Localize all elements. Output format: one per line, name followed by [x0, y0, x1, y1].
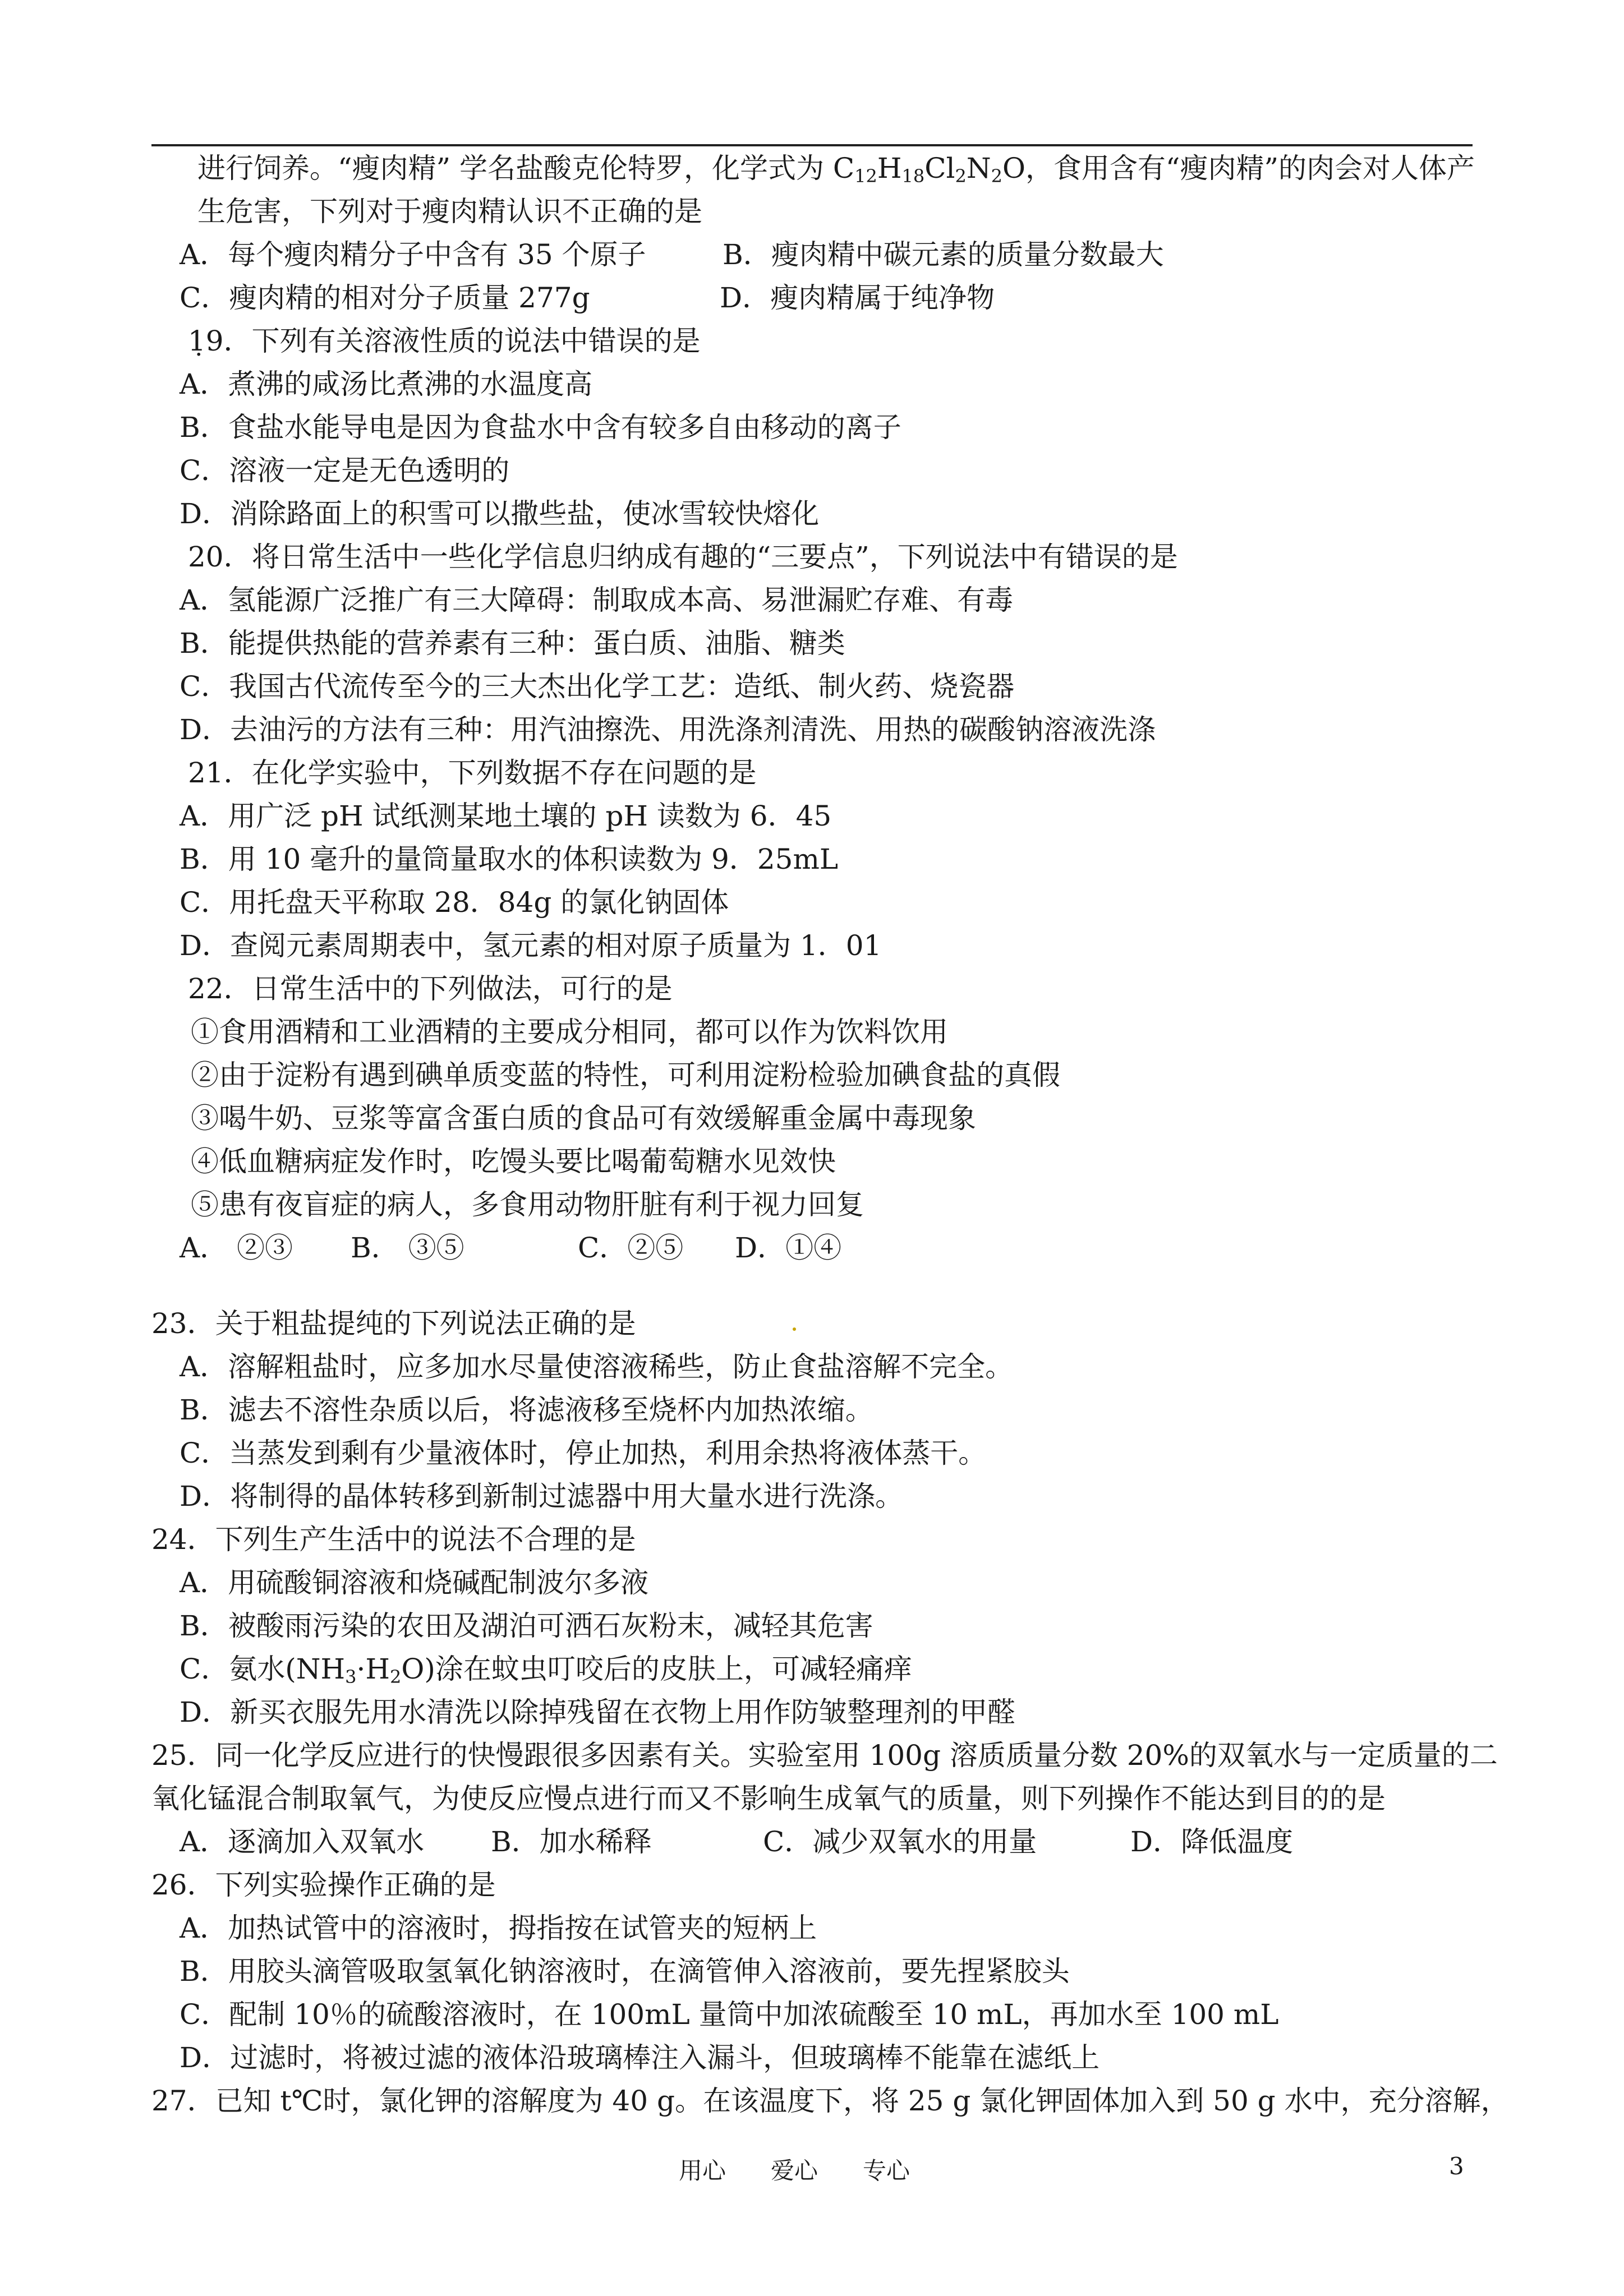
page-footer — [679, 2152, 955, 2186]
q23-option-a: A．溶解粗盐时，应多加水尽量使溶液稀些，防止食盐溶解不完全。 — [180, 1350, 1014, 1383]
q24-option-c: C．氨水$(NH_3\cdot H_2O)$涂在蚊虫叮咬后的皮肤上，可减轻痛痒 — [180, 1653, 912, 1688]
header-rule — [151, 144, 1473, 146]
q19-option-c: C．溶液一定是无色透明的 — [180, 454, 510, 487]
q18-option-a: A．每个瘦肉精分子中含有 35 个原子 — [180, 238, 646, 271]
q21-option-a: A．用广泛 pH 试纸测某地土壤的 pH 读数为 6．45 — [180, 800, 832, 832]
q22-option-c: C．②⑤ — [578, 1232, 684, 1264]
q25-stem-line2: 氧化锰混合制取氧气，为使反应慢点进行而又不影响生成氧气的质量，则下列操作不能达到目的的是 — [151, 1782, 1386, 1815]
q21-option-c: C．用托盘天平称取 28．84g 的氯化钠固体 — [180, 886, 729, 919]
q21-stem: 21．在化学实验中，下列数据不存在问题的是 — [188, 757, 757, 789]
q19-option-a: A．煮沸的咸汤比煮沸的水温度高 — [180, 368, 593, 400]
q20-option-c: C．我国古代流传至今的三大杰出化学工艺：造纸、制火药、烧瓷器 — [180, 670, 1015, 703]
q22-stem: 22．日常生活中的下列做法，可行的是 — [188, 972, 673, 1005]
footer-word-3: 专心 — [863, 2157, 910, 2184]
q19-option-d: D．消除路面上的积雪可以撒些盐，使冰雪较快熔化 — [180, 497, 820, 530]
q26-option-d: D．过滤时，将被过滤的液体沿玻璃棒注入漏斗，但玻璃棒不能靠在滤纸上 — [180, 2041, 1100, 2074]
page-number: 3 — [1449, 2152, 1464, 2180]
q26-option-c: C．配制 10％的硫酸溶液时，在 100mL 量筒中加浓硫酸至 10 mL，再加水至 100 mL — [180, 1998, 1279, 2031]
q24-option-b: B．被酸雨污染的农田及湖泊可洒石灰粉末，减轻其危害 — [180, 1610, 873, 1642]
q18-option-b: B．瘦肉精中碳元素的质量分数最大 — [723, 238, 1164, 271]
q20-option-a: A．氢能源广泛推广有三大障碍：制取成本高、易泄漏贮存难、有毒 — [180, 584, 1014, 616]
q23-option-c: C．当蒸发到剩有少量液体时，停止加热，利用余热将液体蒸干。 — [180, 1437, 987, 1469]
q22-statement-3: ③喝牛奶、豆浆等富含蛋白质的食品可有效缓解重金属中毒现象 — [191, 1102, 976, 1135]
q27-stem-line1: 27．已知 t℃时，氯化钾的溶解度为 40 g。在该温度下，将 25 g 氯化钾固体加入到 50 g 水中，充分溶解， — [151, 2085, 1509, 2117]
footer-word-1: 用心 — [679, 2157, 726, 2184]
q24-option-a: A．用硫酸铜溶液和烧碱配制波尔多液 — [180, 1566, 649, 1599]
q18-option-d: D．瘦肉精属于纯净物 — [720, 282, 995, 314]
q25-option-a: A．逐滴加入双氧水 — [180, 1825, 425, 1858]
q25-option-c: C．减少双氧水的用量 — [763, 1825, 1037, 1858]
footer-word-2: 爱心 — [771, 2157, 818, 2184]
q21-option-d: D．查阅元素周期表中，氢元素的相对原子质量为 1．01 — [180, 929, 882, 962]
q26-stem: 26．下列实验操作正确的是 — [151, 1869, 496, 1901]
q22-option-b: B． ③⑤ — [351, 1232, 464, 1264]
q20-option-b: B．能提供热能的营养素有三种：蛋白质、油脂、糖类 — [180, 627, 845, 660]
q22-option-d: D．①④ — [735, 1232, 842, 1264]
q24-stem: 24．下列生产生活中的说法不合理的是 — [151, 1523, 636, 1556]
q25-stem-line1: 25．同一化学反应进行的快慢跟很多因素有关。实验室用 100g 溶质质量分数 20%的双氧水与一定质量的二 — [151, 1739, 1498, 1772]
q22-statement-2: ②由于淀粉有遇到碘单质变蓝的特性，可利用淀粉检验加碘食盐的真假 — [191, 1059, 1060, 1091]
q23-option-b: B．滤去不溶性杂质以后，将滤液移至烧杯内加热浓缩。 — [180, 1394, 873, 1426]
q22-statement-5: ⑤患有夜盲症的病人，多食用动物肝脏有利于视力回复 — [191, 1188, 864, 1221]
q25-option-d: D．降低温度 — [1130, 1825, 1294, 1858]
q19-stem: 1̣9．下列有关溶液性质的说法中错误的是 — [188, 325, 701, 357]
q18-stem-line2: 生危害，下列对于瘦肉精认识不正确的是 — [197, 195, 702, 228]
q19-option-b: B．食盐水能导电是因为食盐水中含有较多自由移动的离子 — [180, 411, 901, 444]
q25-option-b: B．加水稀释 — [491, 1825, 652, 1858]
q26-option-b: B．用胶头滴管吸取氢氧化钠溶液时，在滴管伸入溶液前，要先捏紧胶头 — [180, 1955, 1070, 1988]
q20-stem: 20．将日常生活中一些化学信息归纳成有趣的“三要点”，下列说法中有错误的是 — [188, 541, 1178, 573]
stray-mark — [793, 1327, 796, 1331]
q22-option-a: A． ②③ — [180, 1232, 293, 1264]
q22-statement-1: ①食用酒精和工业酒精的主要成分相同，都可以作为饮料饮用 — [191, 1016, 948, 1048]
q20-option-d: D．去油污的方法有三种：用汽油擦洗、用洗涤剂清洗、用热的碳酸钠溶液洗涤 — [180, 713, 1156, 746]
q18-stem-line1: 进行饲养。“瘦肉精” 学名盐酸克伦特罗，化学式为 $C_{12}H_{18}Cl_2N_2O$，食用含有“瘦肉精”的肉会对人体产 — [197, 152, 1475, 187]
q21-option-b: B．用 10 毫升的量筒量取水的体积读数为 9．25mL — [180, 843, 839, 875]
q23-stem: 23．关于粗盐提纯的下列说法正确的是 — [151, 1307, 636, 1340]
q18-option-c: C．瘦肉精的相对分子质量 277g — [180, 282, 590, 314]
q23-option-d: D．将制得的晶体转移到新制过滤器中用大量水进行洗涤。 — [180, 1480, 904, 1513]
q24-option-d: D．新买衣服先用水清洗以除掉残留在衣物上用作防皱整理剂的甲醛 — [180, 1696, 1016, 1728]
q26-option-a: A．加热试管中的溶液时，拇指按在试管夹的短柄上 — [180, 1912, 817, 1944]
q22-statement-4: ④低血糖病症发作时，吃馒头要比喝葡萄糖水见效快 — [191, 1145, 836, 1178]
